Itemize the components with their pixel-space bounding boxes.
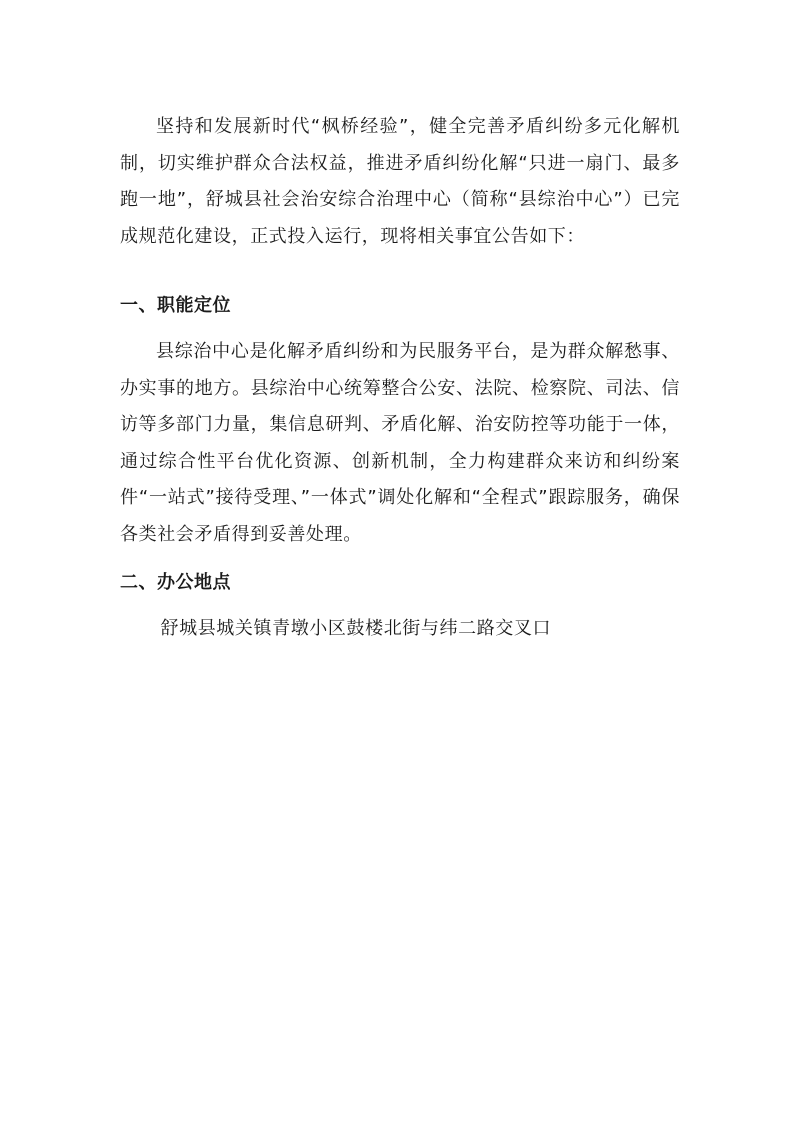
section-paragraph-function: 县综治中心是化解矛盾纠纷和为民服务平台，是为群众解愁事、办实事的地方。县综治中心统筹整合公安、法院、检察院、司法、信访等多部门力量，集信息研判、矛盾化解、治安防控等功能于一体，通过综合性平台优化资源、创新机制，全力构建群众来访和纠纷案件“一站式”接待受理、”一体式”调处化解和“全程式”跟踪服务，确保各类社会矛盾得到妥善处理。 (120, 341, 680, 545)
section-heading-function: 一、职能定位 (120, 295, 231, 316)
section-heading-office-location: 二、办公地点 (120, 572, 231, 593)
office-address: 舒城县城关镇青墩小区鼓楼北街与纬二路交叉口 (160, 618, 552, 639)
document-body (120, 109, 680, 647)
intro-paragraph: 坚持和发展新时代“枫桥经验”，健全完善矛盾纠纷多元化解机制，切实维护群众合法权益，推进矛盾纠纷化解“只进一扇门、最多跑一地”，舒城县社会治安综合治理中心（简称“县综治中心”）已完成规范化建设，正式投入运行，现将相关事宜公告如下： (120, 116, 680, 247)
